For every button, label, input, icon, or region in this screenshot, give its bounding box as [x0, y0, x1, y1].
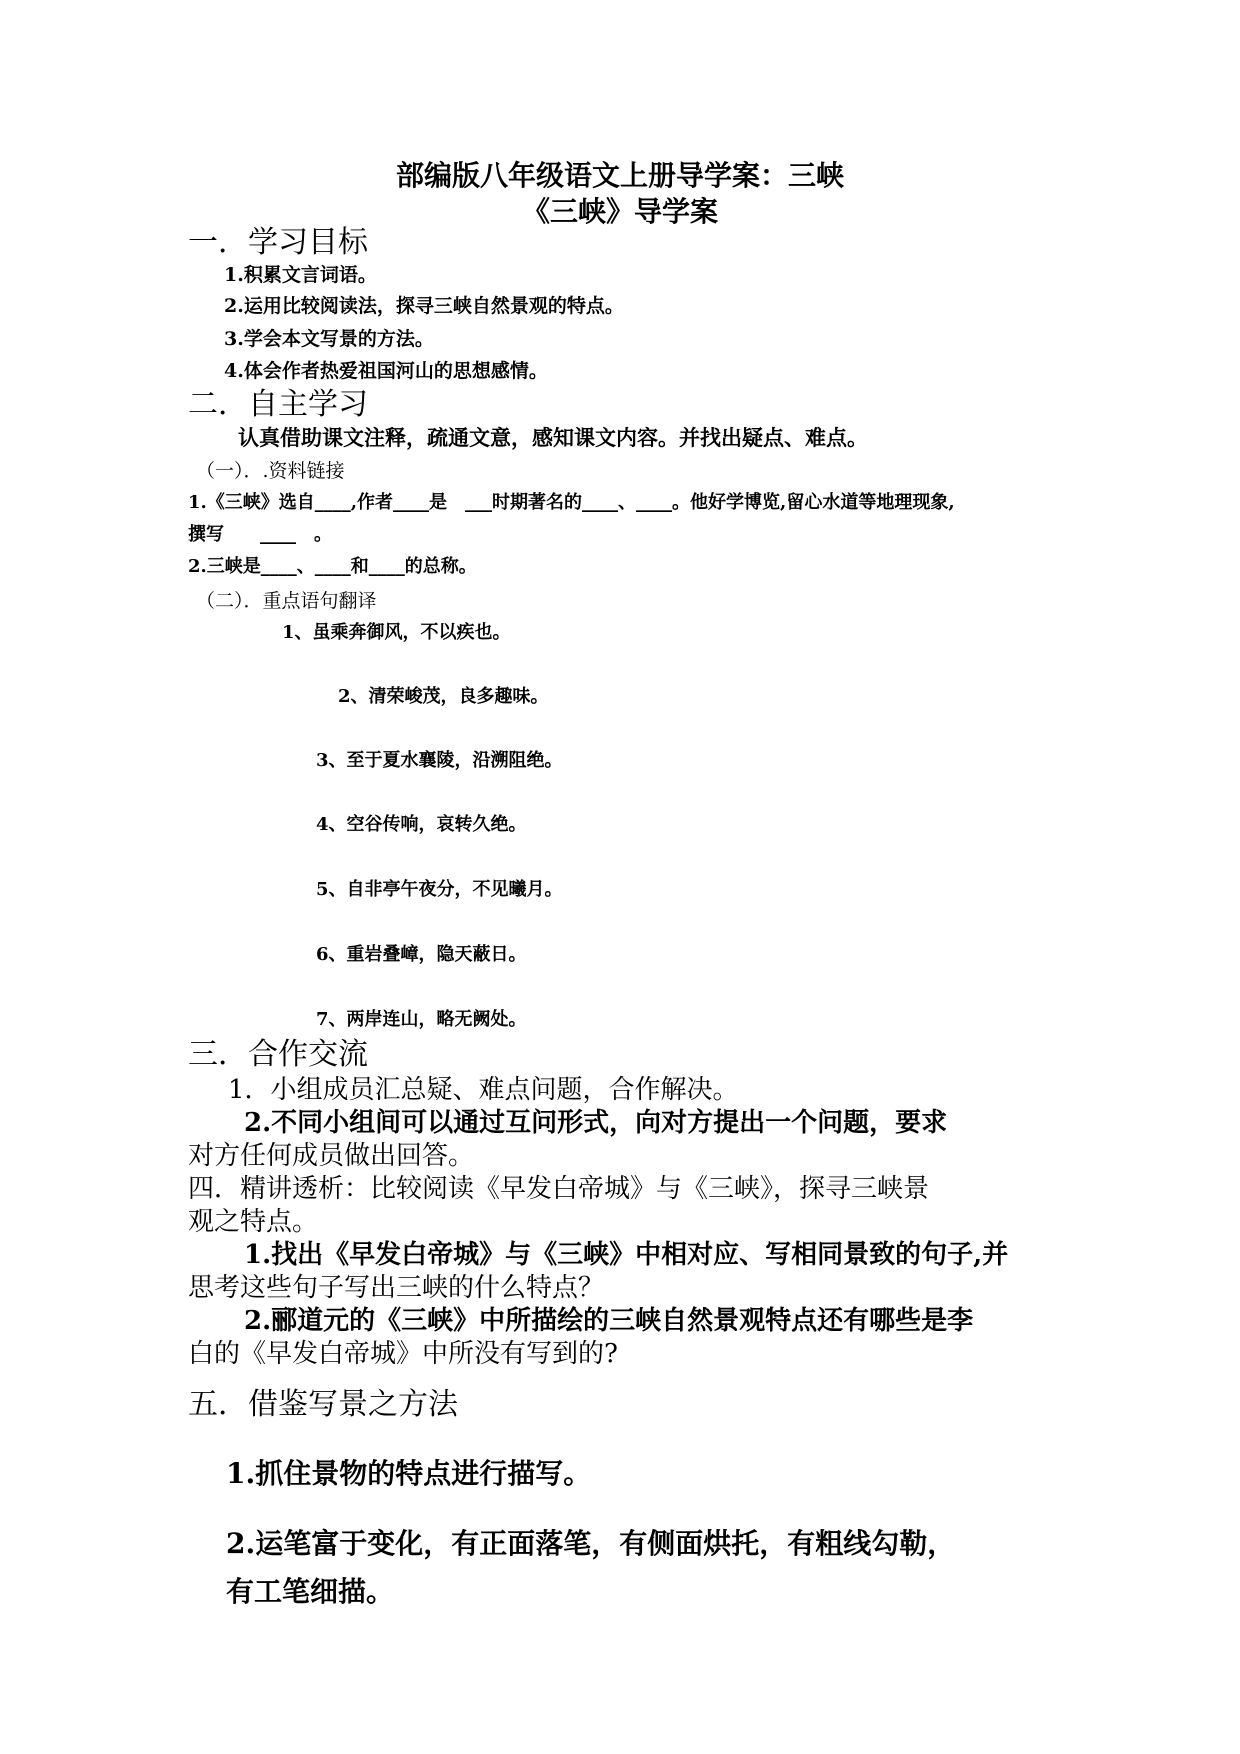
fill-blank-question-1-cont: 撰写 ____ 。	[188, 524, 332, 545]
cooperation-item-1: 1．小组成员汇总疑、难点问题，合作解决。	[228, 1075, 739, 1105]
section5-heading: 五．借鉴写景之方法	[188, 1387, 458, 1422]
analysis-item-2: 2.郦道元的《三峡》中所描绘的三峡自然景观特点还有哪些是李	[244, 1306, 974, 1336]
method-item-2-cont: 有工笔细描。	[226, 1575, 395, 1608]
cooperation-item-2-cont: 对方任何成员做出回答。	[188, 1141, 475, 1171]
objective-item-1: 1.积累文言词语。	[224, 264, 377, 286]
analysis-item-2-cont: 白的《早发白帝城》中所没有写到的?	[188, 1339, 618, 1369]
objective-item-3: 3.学会本文写景的方法。	[224, 328, 434, 350]
translation-sentence-3: 3、至于夏水襄陵，沿溯阻绝。	[316, 750, 563, 771]
section1-heading: 一．学习目标	[188, 225, 368, 260]
objective-item-4: 4.体会作者热爱祖国河山的思想感情。	[224, 360, 548, 382]
translation-sentence-5: 5、自非亭午夜分，不见曦月。	[316, 879, 563, 900]
method-item-2: 2.运笔富于变化，有正面落笔，有侧面烘托，有粗线勾勒，	[226, 1527, 956, 1560]
document-subtitle: 《三峡》导学案	[521, 195, 718, 228]
translation-sentence-2: 2、清荣峻茂，良多趣味。	[338, 686, 549, 707]
translation-sentence-1: 1、虽乘奔御风，不以疾也。	[282, 622, 511, 643]
section4-heading-cont: 观之特点。	[188, 1207, 319, 1237]
cooperation-item-2: 2.不同小组间可以通过互问形式，向对方提出一个问题，要求	[244, 1108, 948, 1138]
section2-intro: 认真借助课文注释，疏通文意，感知课文内容。并找出疑点、难点。	[238, 425, 868, 450]
translation-sentence-4: 4、空谷传响，哀转久绝。	[316, 814, 527, 835]
analysis-item-1-cont: 思考这些句子写出三峡的什么特点？	[188, 1273, 605, 1303]
method-item-1: 1.抓住景物的特点进行描写。	[226, 1457, 592, 1490]
section2-heading: 二．自主学习	[188, 387, 368, 422]
document-title: 部编版八年级语文上册导学案：三峡	[395, 159, 844, 192]
objective-item-2: 2.运用比较阅读法，探寻三峡自然景观的特点。	[224, 295, 624, 317]
fill-blank-question-2: 2.三峡是____、____和____的总称。	[188, 556, 477, 577]
analysis-item-1: 1.找出《早发白帝城》与《三峡》中相对应、写相同景致的句子,并	[244, 1240, 1009, 1270]
sub2-heading: （二）．重点语句翻译	[196, 590, 377, 612]
translation-sentence-6: 6、重岩叠嶂，隐天蔽日。	[316, 944, 527, 965]
fill-blank-question-1: 1.《三峡》选自____,作者____是 ___时期著名的____、____。他好学博览,留心水道等地理现象,	[188, 492, 955, 513]
sub1-heading: （一）．.资料链接	[196, 460, 345, 482]
section3-heading: 三．合作交流	[188, 1037, 368, 1072]
section4-heading: 四．精讲透析：比较阅读《早发白帝城》与《三峡》，探寻三峡景	[188, 1174, 930, 1204]
translation-sentence-7: 7、两岸连山，略无阙处。	[316, 1009, 527, 1030]
